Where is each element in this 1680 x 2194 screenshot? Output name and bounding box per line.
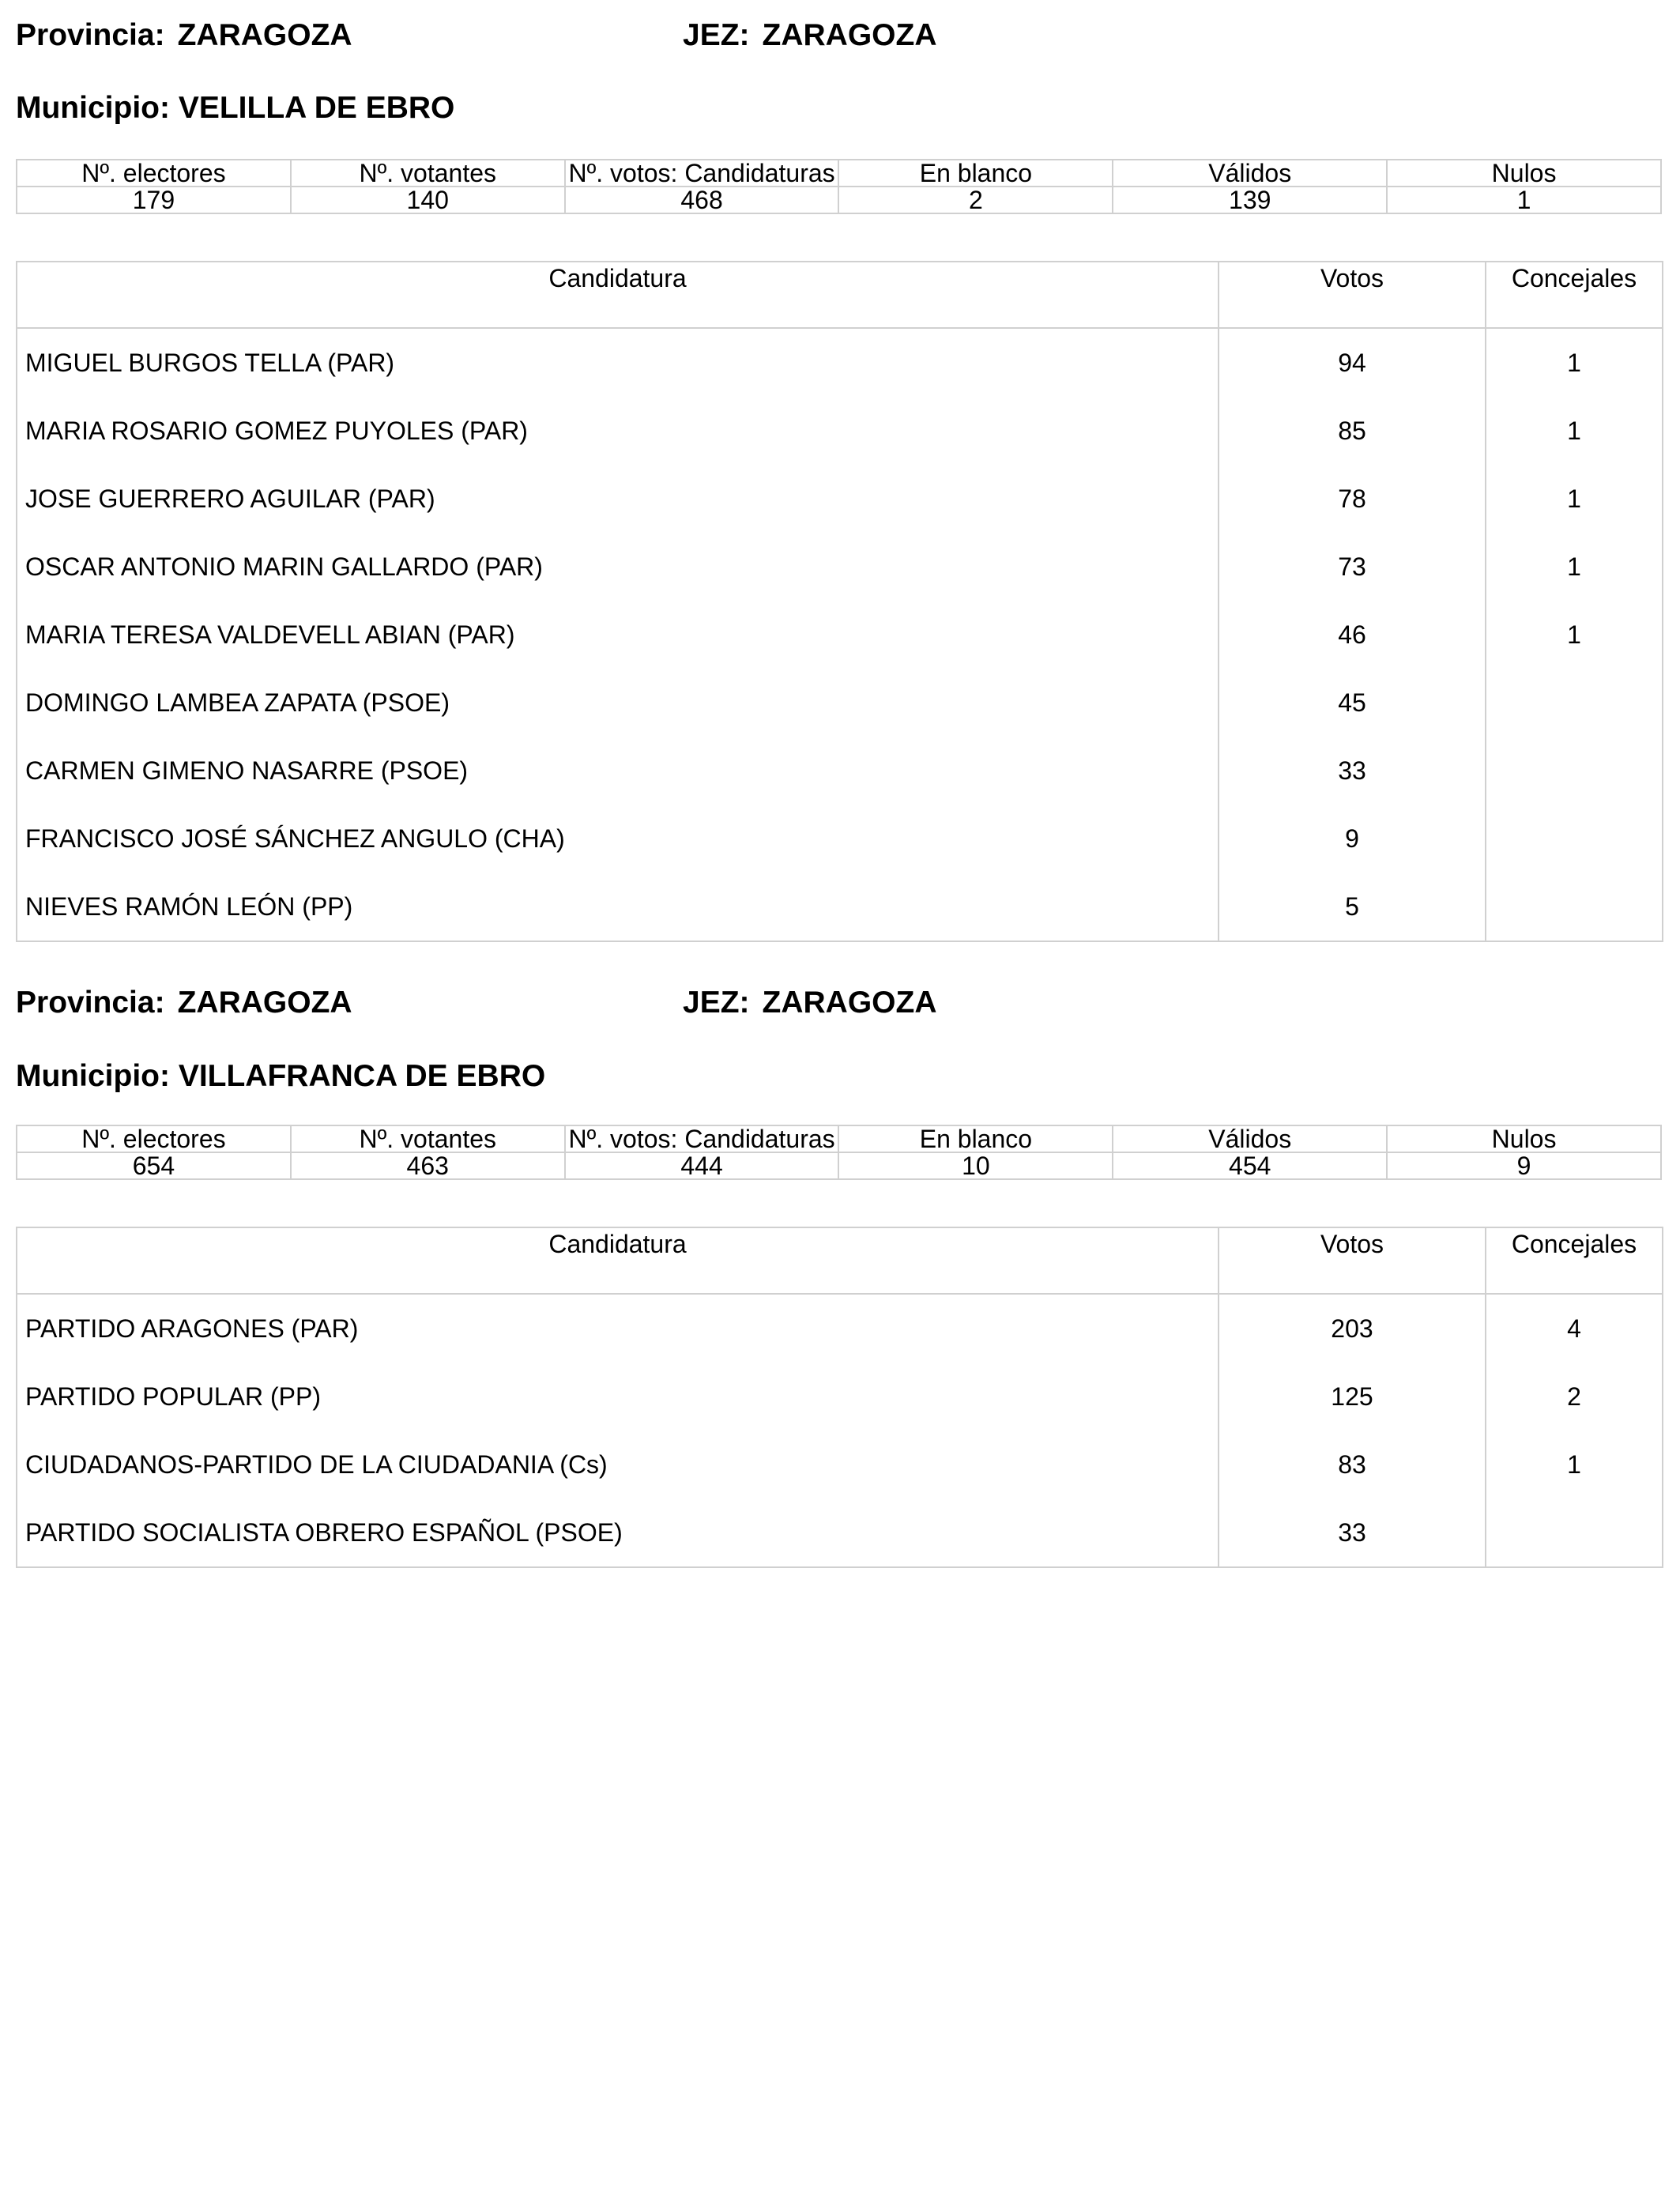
table-row bbox=[17, 533, 1662, 601]
candidates-rows bbox=[17, 1295, 1662, 1566]
candidate-concejales: 1 bbox=[1567, 552, 1581, 581]
summary-value-nulos: 9 bbox=[1387, 1152, 1661, 1179]
candidate-name: PARTIDO ARAGONES (PAR) bbox=[25, 1314, 359, 1343]
summary-value-row bbox=[17, 1152, 1661, 1179]
table-row bbox=[17, 669, 1662, 737]
summary-header-votos-candidaturas: Nº. votos: Candidaturas bbox=[565, 1125, 839, 1152]
municipio-heading bbox=[16, 89, 454, 128]
candidate-name: NIEVES RAMÓN LEÓN (PP) bbox=[25, 892, 353, 921]
summary-header-electores: Nº. electores bbox=[17, 1125, 291, 1152]
header-votos: Votos bbox=[1320, 1230, 1384, 1258]
candidate-concejales: 1 bbox=[1567, 620, 1581, 649]
candidate-votos: 125 bbox=[1331, 1382, 1373, 1411]
summary-header-nulos: Nulos bbox=[1387, 160, 1661, 187]
candidate-name: MIGUEL BURGOS TELLA (PAR) bbox=[25, 349, 395, 377]
provincia-value: ZARAGOZA bbox=[177, 986, 352, 1020]
candidate-concejales: 1 bbox=[1567, 417, 1581, 445]
candidate-votos: 203 bbox=[1331, 1314, 1373, 1343]
table-row bbox=[17, 1363, 1662, 1431]
municipio-value: VILLAFRANCA DE EBRO bbox=[178, 1059, 546, 1093]
table-row bbox=[17, 397, 1662, 465]
provincia-heading bbox=[16, 983, 352, 1023]
candidate-concejales: 1 bbox=[1567, 349, 1581, 377]
summary-header-validos: Válidos bbox=[1113, 160, 1387, 187]
jez-label: JEZ: bbox=[683, 986, 750, 1020]
header-votos: Votos bbox=[1320, 264, 1384, 292]
table-row bbox=[17, 1431, 1662, 1498]
summary-header-en-blanco: En blanco bbox=[838, 1125, 1113, 1152]
summary-header-row bbox=[17, 160, 1661, 187]
candidate-concejales bbox=[1486, 1498, 1662, 1566]
candidate-votos: 78 bbox=[1338, 484, 1366, 513]
candidate-votos: 33 bbox=[1338, 756, 1366, 785]
candidate-concejales bbox=[1486, 669, 1662, 737]
candidate-votos: 46 bbox=[1338, 620, 1366, 649]
municipio-section-velilla bbox=[16, 0, 1662, 941]
candidate-concejales: 1 bbox=[1567, 1450, 1581, 1479]
municipio-label: Municipio: bbox=[16, 1059, 170, 1093]
summary-value-validos: 454 bbox=[1113, 1152, 1387, 1179]
provincia-label: Provincia: bbox=[16, 986, 165, 1020]
header-concejales: Concejales bbox=[1511, 1230, 1637, 1258]
summary-header-nulos: Nulos bbox=[1387, 1125, 1661, 1152]
table-row bbox=[17, 873, 1662, 941]
summary-header-electores: Nº. electores bbox=[17, 160, 291, 187]
candidate-votos: 33 bbox=[1338, 1518, 1366, 1547]
summary-table bbox=[16, 159, 1662, 214]
candidate-name: JOSE GUERRERO AGUILAR (PAR) bbox=[25, 484, 435, 513]
summary-header-row bbox=[17, 1125, 1661, 1152]
jez-value: ZARAGOZA bbox=[762, 986, 937, 1020]
candidate-votos: 9 bbox=[1345, 824, 1359, 853]
summary-header-validos: Válidos bbox=[1113, 1125, 1387, 1152]
table-row bbox=[17, 737, 1662, 805]
candidate-name: FRANCISCO JOSÉ SÁNCHEZ ANGULO (CHA) bbox=[25, 824, 565, 853]
summary-value-en-blanco: 10 bbox=[838, 1152, 1113, 1179]
candidate-name: CIUDADANOS-PARTIDO DE LA CIUDADANIA (Cs) bbox=[25, 1450, 608, 1479]
provincia-label: Provincia: bbox=[16, 18, 165, 52]
candidates-table bbox=[16, 1227, 1663, 1568]
table-row bbox=[17, 805, 1662, 873]
candidate-name: DOMINGO LAMBEA ZAPATA (PSOE) bbox=[25, 688, 450, 717]
candidate-name: PARTIDO POPULAR (PP) bbox=[25, 1382, 321, 1411]
jez-value: ZARAGOZA bbox=[762, 18, 937, 52]
candidate-concejales bbox=[1486, 873, 1662, 941]
candidate-votos: 5 bbox=[1345, 892, 1359, 921]
summary-value-votantes: 140 bbox=[291, 187, 565, 213]
jez-heading bbox=[683, 16, 937, 55]
summary-header-en-blanco: En blanco bbox=[838, 160, 1113, 187]
header-candidatura: Candidatura bbox=[548, 1230, 687, 1258]
candidates-header-row bbox=[17, 262, 1662, 329]
summary-value-row bbox=[17, 187, 1661, 213]
candidates-header-row bbox=[17, 1228, 1662, 1295]
header-concejales: Concejales bbox=[1511, 264, 1637, 292]
municipio-heading bbox=[16, 1057, 545, 1096]
candidates-rows bbox=[17, 329, 1662, 941]
jez-label: JEZ: bbox=[683, 18, 750, 52]
summary-table bbox=[16, 1125, 1662, 1180]
municipio-label: Municipio: bbox=[16, 91, 170, 125]
candidate-votos: 73 bbox=[1338, 552, 1366, 581]
summary-value-votos-candidaturas: 468 bbox=[565, 187, 839, 213]
candidate-concejales bbox=[1486, 805, 1662, 873]
header-candidatura: Candidatura bbox=[548, 264, 687, 292]
summary-value-en-blanco: 2 bbox=[838, 187, 1113, 213]
candidates-table bbox=[16, 261, 1663, 942]
summary-value-nulos: 1 bbox=[1387, 187, 1661, 213]
candidate-name: CARMEN GIMENO NASARRE (PSOE) bbox=[25, 756, 469, 785]
candidate-votos: 83 bbox=[1338, 1450, 1366, 1479]
candidate-name: MARIA ROSARIO GOMEZ PUYOLES (PAR) bbox=[25, 417, 528, 445]
table-row bbox=[17, 465, 1662, 533]
summary-header-votantes: Nº. votantes bbox=[291, 1125, 565, 1152]
provincia-heading bbox=[16, 16, 352, 55]
candidate-concejales: 1 bbox=[1567, 484, 1581, 513]
table-row bbox=[17, 1295, 1662, 1363]
summary-value-validos: 139 bbox=[1113, 187, 1387, 213]
candidate-name: MARIA TERESA VALDEVELL ABIAN (PAR) bbox=[25, 620, 515, 649]
summary-value-votantes: 463 bbox=[291, 1152, 565, 1179]
candidate-votos: 85 bbox=[1338, 417, 1366, 445]
candidate-concejales bbox=[1486, 737, 1662, 805]
summary-value-votos-candidaturas: 444 bbox=[565, 1152, 839, 1179]
summary-value-electores: 179 bbox=[17, 187, 291, 213]
candidate-concejales: 4 bbox=[1567, 1314, 1581, 1343]
summary-header-votantes: Nº. votantes bbox=[291, 160, 565, 187]
candidate-votos: 45 bbox=[1338, 688, 1366, 717]
summary-header-votos-candidaturas: Nº. votos: Candidaturas bbox=[565, 160, 839, 187]
table-row bbox=[17, 601, 1662, 669]
municipio-section-villafranca bbox=[16, 966, 1662, 1598]
candidate-name: PARTIDO SOCIALISTA OBRERO ESPAÑOL (PSOE) bbox=[25, 1518, 623, 1547]
candidate-votos: 94 bbox=[1338, 349, 1366, 377]
table-row bbox=[17, 329, 1662, 397]
candidate-concejales: 2 bbox=[1567, 1382, 1581, 1411]
candidate-name: OSCAR ANTONIO MARIN GALLARDO (PAR) bbox=[25, 552, 543, 581]
jez-heading bbox=[683, 983, 937, 1023]
provincia-value: ZARAGOZA bbox=[177, 18, 352, 52]
summary-value-electores: 654 bbox=[17, 1152, 291, 1179]
municipio-value: VELILLA DE EBRO bbox=[178, 91, 455, 125]
table-row bbox=[17, 1498, 1662, 1566]
